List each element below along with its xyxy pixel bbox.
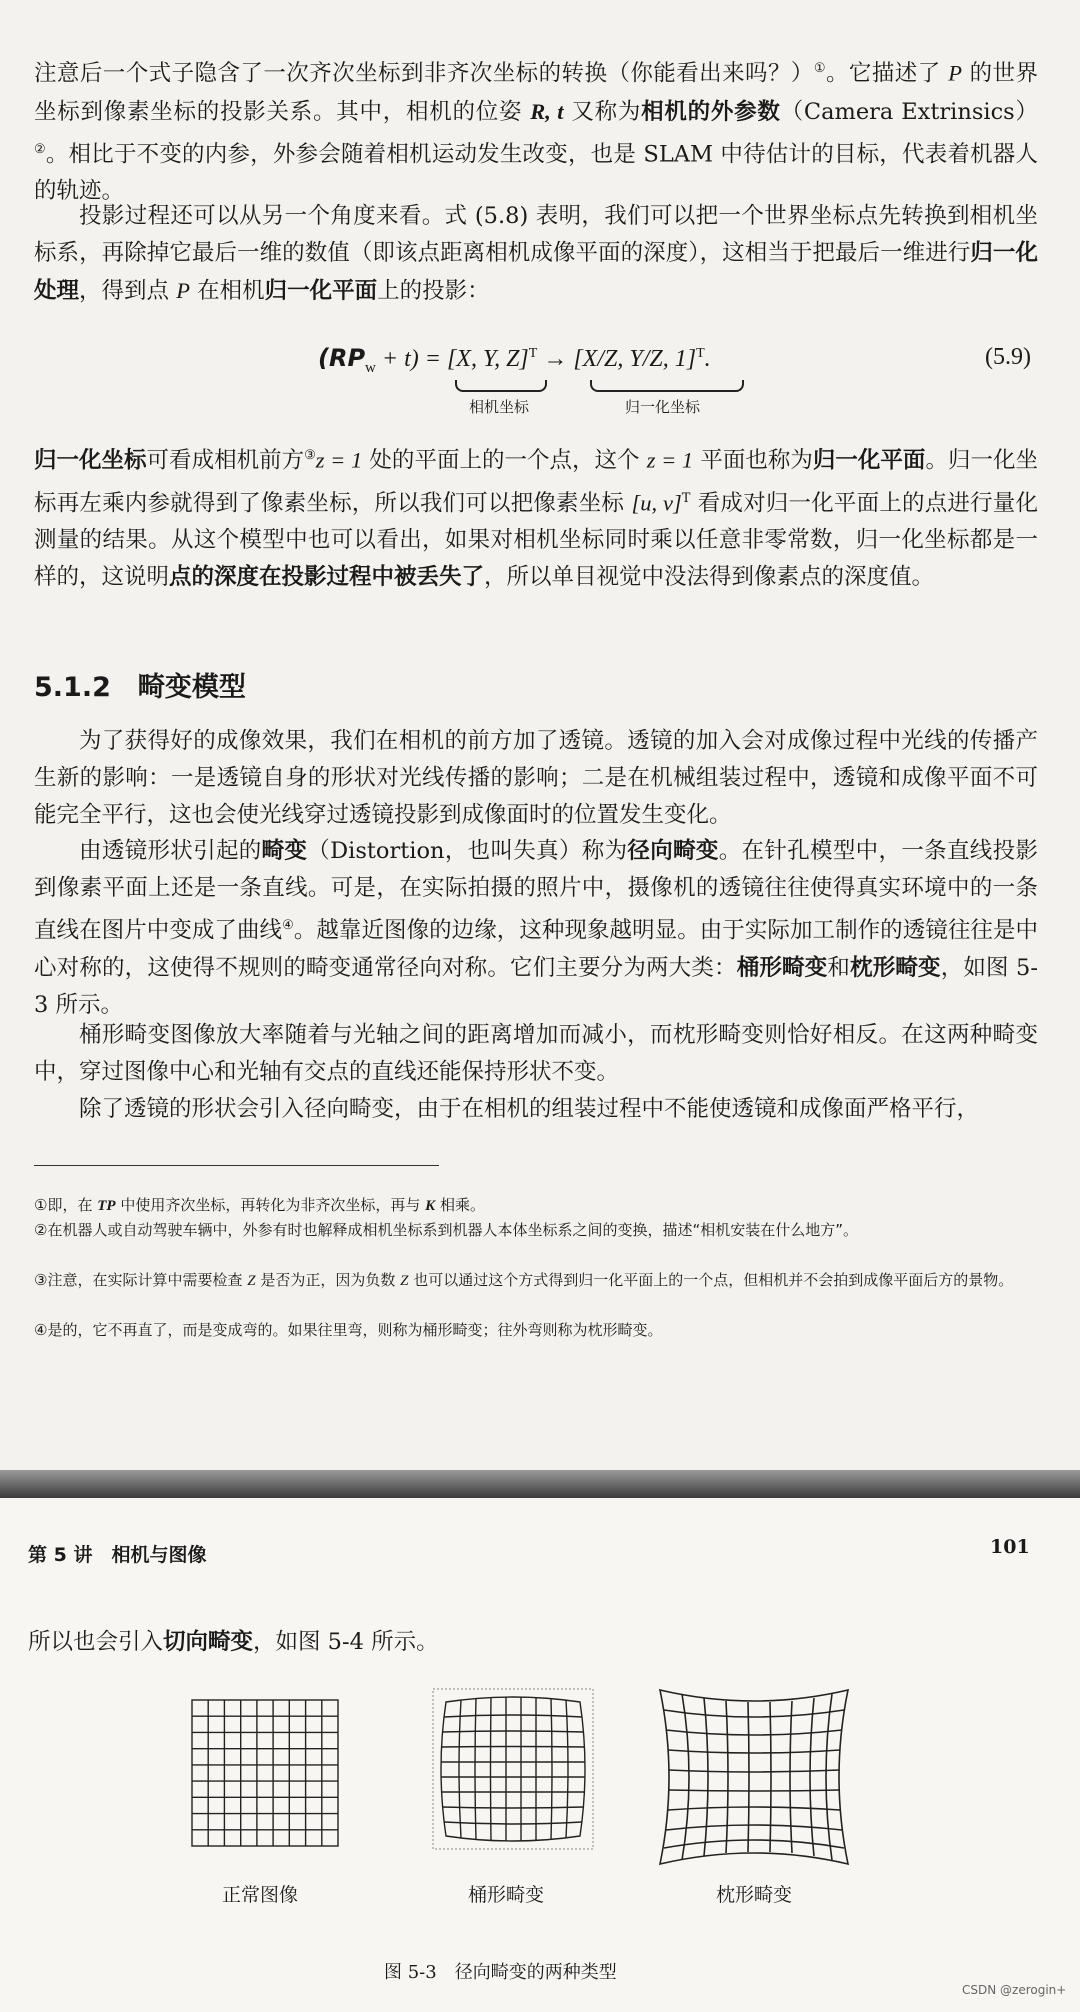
section-heading-distortion-model: 5.1.2 畸变模型 (34, 672, 246, 703)
running-header-chapter: 第 5 讲 相机与图像 (28, 1544, 207, 1566)
text-run: 处的平面上的一个点，这个 (369, 447, 640, 474)
eq-part: . (704, 346, 711, 372)
footnote-ref-2: ② (34, 141, 46, 157)
barrel-distortion-figure (432, 1688, 594, 1850)
paragraph-normalized (34, 437, 1038, 596)
text-run: 是否为正，因为负数 (260, 1271, 396, 1289)
eq-sub: w (365, 359, 376, 376)
text-run: 。在针孔模型中，一条直线投影到像素平面上还是一条直线。可是，在实际拍摄的照片中，摄像机的透镜往往使得真实环境中的一条直线在图片中变成了曲线 (34, 838, 1038, 944)
bold-term: 畸变 (261, 838, 308, 864)
text-run: ③注意，在实际计算中需要检查 (34, 1271, 243, 1289)
text-run: 上的投影： (377, 278, 490, 304)
eq-lhs: (RP (318, 344, 366, 372)
text-run: ，如图 5-3 所示。 (34, 954, 1038, 1018)
bold-term: 归一化平面 (264, 278, 378, 304)
text-run: ，如图 5-4 所示。 (253, 1629, 439, 1655)
text-run: 中使用齐次坐标，再转化为非齐次坐标，再与 (120, 1196, 421, 1214)
math-var: [u, v] (631, 490, 682, 515)
text-run: 可看成相机前方 (146, 447, 305, 474)
bold-term: 径向畸变 (627, 838, 719, 864)
underbrace-camera (455, 380, 547, 392)
text-run: 平面也称为 (700, 447, 813, 474)
page-lower (0, 1498, 1080, 2012)
text-run: 和 (827, 954, 851, 981)
math-var: Z (247, 1273, 256, 1289)
text-run: （Distortion，也叫失真）称为 (307, 838, 628, 864)
footnote-ref-1: ① (813, 61, 826, 76)
normal-grid-lines (192, 1700, 338, 1846)
text-run: 相乘。 (439, 1196, 485, 1214)
page-number: 101 (990, 1536, 1030, 1558)
paragraph-extrinsics (34, 50, 1038, 210)
text-run: ，所以单目视觉中没法得到像素点的深度值。 (484, 564, 935, 590)
text-run: 。越靠近图像的边缘，这种现象越明显。由于实际加工制作的透镜往往是中心对称的，这使得不规则的畸变通常径向对称。它们主要分为两大类： (34, 917, 1038, 981)
text-run: 也可以通过这个方式得到归一化平面上的一个点，但相机并不会拍到成像平面后方的景物。 (413, 1271, 1014, 1289)
eq-part: → [X/Z, Y/Z, 1] (537, 346, 697, 372)
math-var: TP (97, 1198, 116, 1214)
normal-grid-figure (190, 1698, 340, 1848)
footnote-2: ②在机器人或自动驾驶车辆中，外参有时也解释成相机坐标系到机器人本体坐标系之间的变换，描述“相机安装在什么地方”。 (34, 1221, 858, 1239)
text-run: 。归一化坐标再左乘内参就得到了像素坐标，所以我们可以把像素坐标 (34, 447, 1038, 516)
bold-term: 归一化平面 (812, 447, 926, 474)
text-run: 注意后一个式子隐含了一次齐次坐标到非齐次坐标的转换（你能看出来吗？） (34, 60, 814, 87)
bold-term: 枕形畸变 (850, 954, 941, 981)
paragraph-tangential-intro: 除了透镜的形状会引入径向畸变，由于在相机的组装过程中不能使透镜和成像面严格平行， (79, 1096, 980, 1122)
pincushion-grid-lines (660, 1690, 848, 1864)
footnote-divider (34, 1165, 439, 1166)
eq-sup: T (696, 346, 705, 361)
footnote-3 (34, 1270, 1044, 1292)
paragraph-projection (34, 198, 1038, 310)
equation-body (318, 344, 711, 377)
math-sup: T (681, 490, 691, 506)
text-run: 所以也会引入 (28, 1629, 164, 1655)
math-var: K (425, 1198, 436, 1214)
label-camera-coords: 相机坐标 (469, 398, 530, 416)
text-run: 。相比于不变的内参，外参会随着相机运动发生改变，也是 SLAM 中待估计的目标，代表着机器人的轨迹。 (34, 141, 1038, 204)
text-run: ，得到点 (79, 278, 170, 304)
footnote-4: ④是的，它不再直了，而是变成弯的。如果往里弯，则称为桶形畸变；往外弯则称为枕形畸变。 (34, 1321, 663, 1339)
text-run: 的世界坐标到像素坐标的投影关系。其中，相机的位姿 (34, 60, 1038, 125)
equation-number: (5.9) (985, 344, 1031, 370)
math-var: z = 1 (646, 447, 694, 473)
text-run: 由透镜形状引起的 (79, 838, 262, 864)
text-run: 在相机 (197, 278, 265, 304)
eq-sup: T (528, 346, 538, 361)
underbrace-normalized (590, 380, 744, 392)
bold-term: 归一化坐标 (34, 447, 147, 474)
equation-5-9 (0, 340, 1080, 420)
text-run: 。它描述了 (825, 60, 941, 87)
page-gap-shadow (0, 1470, 1080, 1498)
barrel-grid-lines (441, 1697, 585, 1841)
paragraph-tangential (28, 1624, 439, 1656)
math-var: P (176, 278, 190, 303)
text-run: （Camera Extrinsics） (780, 98, 1038, 125)
math-var: Z (400, 1273, 409, 1289)
barrel-reference-frame (433, 1689, 593, 1849)
text-run: 投影过程还可以从另一个角度来看。式 (5.8) 表明，我们可以把一个世界坐标点先转换到相机坐标系，再除掉它最后一维的数值（即该点距离相机成像平面的深度），这相当于把最后一维进行 (34, 203, 1038, 266)
eq-part: + t) = [X, Y, Z] (375, 346, 529, 372)
bold-term: 点的深度在投影过程中被丢失了 (169, 564, 485, 590)
label-normalized-coords: 归一化坐标 (625, 398, 701, 416)
bold-term: 相机的外参数 (641, 98, 781, 125)
math-var: z = 1 (315, 447, 363, 473)
text-run: ①即，在 (34, 1196, 93, 1214)
label-pincushion-distortion: 枕形畸变 (716, 1884, 793, 1906)
footnote-ref-4: ④ (282, 918, 294, 933)
csdn-watermark: CSDN @zerogin+ (962, 1983, 1067, 1997)
bold-term: 切向畸变 (163, 1629, 254, 1655)
footnote-ref-3: ③ (304, 448, 316, 463)
paragraph-lens: 为了获得好的成像效果，我们在相机的前方加了透镜。透镜的加入会对成像过程中光线的传播产生新的影响：一是透镜自身的形状对光线传播的影响；二是在机械组装过程中，透镜和成像平面不可能完全平行，这也会使光线穿过透镜投影到成像面时的位置发生变化。 (34, 728, 1038, 828)
bold-term: 桶形畸变 (736, 954, 828, 981)
label-barrel-distortion: 桶形畸变 (468, 1884, 545, 1906)
bold-term: 归一化处理 (34, 240, 1038, 304)
paragraph-barrel-pincushion: 桶形畸变图像放大率随着与光轴之间的距离增加而减小，而枕形畸变则恰好相反。在这两种畸变中，穿过图像中心和光轴有交点的直线还能保持形状不变。 (34, 1022, 1038, 1085)
math-var: P (948, 60, 962, 86)
label-normal-image: 正常图像 (222, 1884, 299, 1906)
figure-caption-5-3: 图 5-3 径向畸变的两种类型 (384, 1962, 617, 1983)
normal-grid-border (192, 1700, 338, 1846)
text-run: 又称为 (571, 98, 642, 125)
footnote-1 (34, 1195, 1044, 1217)
pincushion-distortion-figure (656, 1686, 852, 1868)
math-var: R, t (530, 98, 564, 124)
text-run: 看成对归一化平面上的点进行量化测量的结果。从这个模型中也可以看出，如果对相机坐标同时乘以任意非零常数，归一化坐标都是一样的，这说明 (34, 490, 1038, 590)
paragraph-radial (34, 833, 1038, 1024)
